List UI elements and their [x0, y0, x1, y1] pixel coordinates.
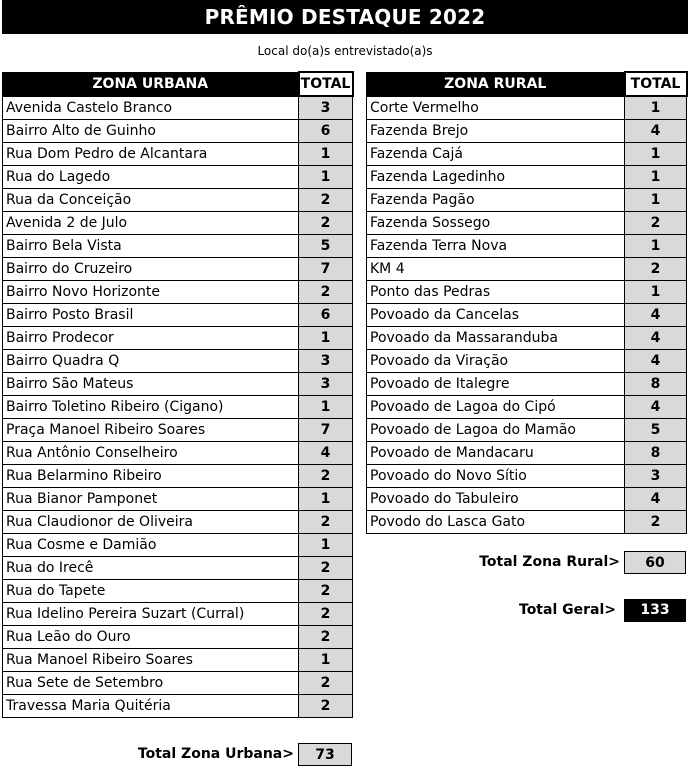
urban-row	[3, 649, 353, 672]
rural-row	[367, 212, 687, 235]
urban-location-name: Rua Claudionor de Oliveira	[3, 511, 299, 534]
grand-total-row	[366, 599, 686, 622]
urban-location-name: Bairro Alto de Guinho	[3, 120, 299, 143]
urban-location-total: 2	[299, 580, 353, 603]
urban-zone-rows	[3, 96, 353, 718]
urban-row	[3, 143, 353, 166]
urban-row	[3, 488, 353, 511]
rural-row	[367, 442, 687, 465]
rural-location-total: 1	[625, 235, 687, 258]
urban-location-name: Rua do Tapete	[3, 580, 299, 603]
urban-row	[3, 120, 353, 143]
rural-row	[367, 465, 687, 488]
rural-location-name: Fazenda Sossego	[367, 212, 625, 235]
grand-total-value: 133	[624, 599, 686, 622]
urban-row	[3, 281, 353, 304]
rural-location-total: 4	[625, 350, 687, 373]
urban-location-total: 2	[299, 189, 353, 212]
urban-row	[3, 96, 353, 120]
urban-row	[3, 212, 353, 235]
page-subtitle: Local do(a)s entrevistado(a)s	[257, 44, 433, 58]
urban-location-total: 2	[299, 557, 353, 580]
urban-total-header: TOTAL	[299, 72, 353, 96]
rural-location-total: 3	[625, 465, 687, 488]
rural-location-name: Povoado de Lagoa do Cipó	[367, 396, 625, 419]
rural-location-total: 5	[625, 419, 687, 442]
urban-location-total: 3	[299, 350, 353, 373]
rural-location-total: 1	[625, 189, 687, 212]
urban-location-total: 3	[299, 96, 353, 120]
urban-location-total: 2	[299, 626, 353, 649]
rural-sum-row	[366, 551, 686, 574]
rural-location-name: KM 4	[367, 258, 625, 281]
urban-zone-table	[2, 71, 354, 718]
urban-location-name: Rua Idelino Pereira Suzart (Curral)	[3, 603, 299, 626]
rural-location-total: 4	[625, 488, 687, 511]
urban-row	[3, 557, 353, 580]
rural-row	[367, 488, 687, 511]
rural-location-total: 1	[625, 281, 687, 304]
rural-row	[367, 327, 687, 350]
urban-location-name: Rua do Lagedo	[3, 166, 299, 189]
rural-location-total: 1	[625, 96, 687, 120]
urban-location-name: Rua Sete de Setembro	[3, 672, 299, 695]
rural-row	[367, 258, 687, 281]
rural-sum-value: 60	[624, 551, 686, 574]
urban-location-name: Rua Leão do Ouro	[3, 626, 299, 649]
urban-sum-row	[0, 743, 352, 766]
rural-location-name: Povoado da Cancelas	[367, 304, 625, 327]
urban-location-name: Rua Belarmino Ribeiro	[3, 465, 299, 488]
rural-location-total: 2	[625, 511, 687, 534]
urban-location-total: 2	[299, 465, 353, 488]
urban-location-name: Bairro Novo Horizonte	[3, 281, 299, 304]
rural-location-total: 1	[625, 166, 687, 189]
urban-location-total: 1	[299, 649, 353, 672]
urban-location-name: Rua Bianor Pamponet	[3, 488, 299, 511]
urban-row	[3, 626, 353, 649]
rural-row	[367, 511, 687, 534]
rural-total-header: TOTAL	[625, 72, 687, 96]
rural-row	[367, 120, 687, 143]
rural-location-total: 4	[625, 304, 687, 327]
urban-row	[3, 189, 353, 212]
urban-location-total: 2	[299, 212, 353, 235]
rural-row	[367, 96, 687, 120]
rural-row	[367, 350, 687, 373]
rural-location-name: Povoado de Lagoa do Mamão	[367, 419, 625, 442]
urban-row	[3, 327, 353, 350]
urban-row	[3, 235, 353, 258]
urban-location-name: Rua Cosme e Damião	[3, 534, 299, 557]
rural-location-name: Povoado do Novo Sítio	[367, 465, 625, 488]
rural-row	[367, 235, 687, 258]
urban-row	[3, 672, 353, 695]
urban-location-total: 6	[299, 120, 353, 143]
urban-location-name: Bairro São Mateus	[3, 373, 299, 396]
urban-location-name: Avenida Castelo Branco	[3, 96, 299, 120]
urban-location-total: 1	[299, 396, 353, 419]
rural-location-name: Povoado do Tabuleiro	[367, 488, 625, 511]
urban-location-total: 3	[299, 373, 353, 396]
urban-sum-label: Total Zona Urbana>	[137, 746, 294, 762]
urban-location-name: Rua do Irecê	[3, 557, 299, 580]
rural-location-total: 4	[625, 327, 687, 350]
rural-zone-header: ZONA RURAL	[367, 72, 625, 96]
rural-row	[367, 189, 687, 212]
rural-row	[367, 304, 687, 327]
urban-row	[3, 350, 353, 373]
urban-location-name: Praça Manoel Ribeiro Soares	[3, 419, 299, 442]
rural-zone-table	[366, 71, 688, 534]
urban-location-total: 5	[299, 235, 353, 258]
urban-row	[3, 603, 353, 626]
rural-location-name: Povoado da Massaranduba	[367, 327, 625, 350]
rural-sum-label: Total Zona Rural>	[479, 554, 620, 570]
rural-location-name: Povoado da Viração	[367, 350, 625, 373]
urban-location-total: 7	[299, 258, 353, 281]
rural-location-name: Povoado de Mandacaru	[367, 442, 625, 465]
rural-row	[367, 396, 687, 419]
rural-location-total: 2	[625, 258, 687, 281]
rural-row	[367, 373, 687, 396]
grand-total-label: Total Geral>	[519, 602, 616, 618]
rural-zone-rows	[367, 96, 687, 534]
rural-location-name: Fazenda Terra Nova	[367, 235, 625, 258]
urban-location-name: Bairro Toletino Ribeiro (Cigano)	[3, 396, 299, 419]
urban-location-name: Rua Antônio Conselheiro	[3, 442, 299, 465]
urban-location-name: Rua Manoel Ribeiro Soares	[3, 649, 299, 672]
rural-location-total: 8	[625, 373, 687, 396]
urban-location-total: 1	[299, 143, 353, 166]
urban-location-total: 2	[299, 672, 353, 695]
urban-location-name: Rua Dom Pedro de Alcantara	[3, 143, 299, 166]
rural-location-name: Povoado de Italegre	[367, 373, 625, 396]
rural-location-name: Ponto das Pedras	[367, 281, 625, 304]
urban-row	[3, 511, 353, 534]
urban-row	[3, 304, 353, 327]
urban-location-name: Bairro Posto Brasil	[3, 304, 299, 327]
urban-location-total: 4	[299, 442, 353, 465]
rural-location-name: Fazenda Pagão	[367, 189, 625, 212]
urban-location-name: Bairro Quadra Q	[3, 350, 299, 373]
urban-location-total: 7	[299, 419, 353, 442]
urban-location-name: Bairro Bela Vista	[3, 235, 299, 258]
urban-row	[3, 373, 353, 396]
urban-location-total: 1	[299, 327, 353, 350]
rural-location-name: Povodo do Lasca Gato	[367, 511, 625, 534]
urban-zone-header: ZONA URBANA	[3, 72, 299, 96]
urban-location-total: 1	[299, 534, 353, 557]
urban-row	[3, 419, 353, 442]
urban-location-total: 2	[299, 603, 353, 626]
rural-row	[367, 281, 687, 304]
urban-location-total: 1	[299, 488, 353, 511]
urban-location-name: Bairro do Cruzeiro	[3, 258, 299, 281]
urban-location-total: 2	[299, 695, 353, 718]
rural-location-name: Fazenda Cajá	[367, 143, 625, 166]
rural-location-name: Fazenda Brejo	[367, 120, 625, 143]
urban-location-total: 6	[299, 304, 353, 327]
rural-location-total: 4	[625, 396, 687, 419]
urban-row	[3, 534, 353, 557]
urban-location-name: Bairro Prodecor	[3, 327, 299, 350]
rural-row	[367, 419, 687, 442]
urban-location-total: 1	[299, 166, 353, 189]
urban-location-total: 2	[299, 511, 353, 534]
urban-sum-value: 73	[298, 743, 352, 766]
rural-location-total: 8	[625, 442, 687, 465]
rural-location-total: 2	[625, 212, 687, 235]
urban-row	[3, 465, 353, 488]
urban-row	[3, 580, 353, 603]
urban-row	[3, 166, 353, 189]
rural-location-total: 4	[625, 120, 687, 143]
rural-location-name: Fazenda Lagedinho	[367, 166, 625, 189]
urban-location-total: 2	[299, 281, 353, 304]
urban-row	[3, 695, 353, 718]
urban-row	[3, 442, 353, 465]
urban-row	[3, 258, 353, 281]
urban-location-name: Avenida 2 de Julo	[3, 212, 299, 235]
rural-location-name: Corte Vermelho	[367, 96, 625, 120]
page-title: PRÊMIO DESTAQUE 2022	[2, 0, 688, 34]
urban-row	[3, 396, 353, 419]
rural-row	[367, 143, 687, 166]
rural-location-total: 1	[625, 143, 687, 166]
urban-location-name: Travessa Maria Quitéria	[3, 695, 299, 718]
rural-row	[367, 166, 687, 189]
urban-location-name: Rua da Conceição	[3, 189, 299, 212]
